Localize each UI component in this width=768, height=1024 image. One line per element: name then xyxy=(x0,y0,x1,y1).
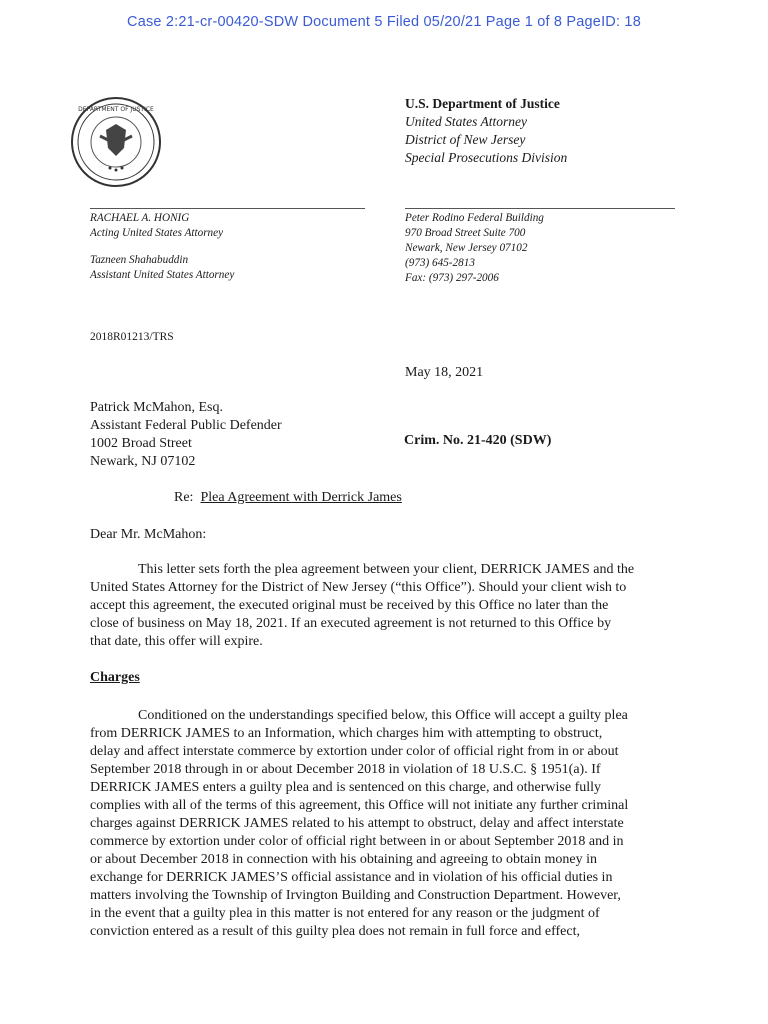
paragraph-line: United States Attorney for the District of New Jersey (“this Office”). Should your client wish to xyxy=(90,580,627,595)
address-line: Peter Rodino Federal Building xyxy=(405,212,544,224)
paragraph-line: delay and affect interstate commerce by extortion under color of official right from in or about xyxy=(90,744,619,759)
department-line: District of New Jersey xyxy=(405,132,526,147)
office-address-block xyxy=(405,211,544,286)
recipient-line: 1002 Broad Street xyxy=(90,436,192,451)
department-line: Special Prosecutions Division xyxy=(405,150,568,165)
paragraph-line: exchange for DERRICK JAMES’S official assistance and in violation of his official duties in xyxy=(90,870,613,885)
svg-text:DEPARTMENT OF JUSTICE: DEPARTMENT OF JUSTICE xyxy=(78,106,154,113)
recipient-address xyxy=(90,399,282,471)
divider xyxy=(90,208,365,209)
salutation: Dear Mr. McMahon: xyxy=(90,527,207,542)
re-line xyxy=(174,490,402,506)
doj-seal-icon xyxy=(70,96,162,188)
official-title: Assistant United States Attorney xyxy=(90,269,235,281)
paragraph-line: complies with all of the terms of this agreement, this Office will not initiate any further criminal xyxy=(90,798,629,813)
charges-heading: Charges xyxy=(90,670,140,685)
case-number: Crim. No. 21-420 (SDW) xyxy=(404,433,552,448)
case-header-stamp: Case 2:21-cr-00420-SDW Document 5 Filed 05/20/21 Page 1 of 8 PageID: 18 xyxy=(127,14,641,30)
paragraph-line: that date, this offer will expire. xyxy=(90,634,263,649)
department-line: United States Attorney xyxy=(405,114,527,129)
department-name: U.S. Department of Justice xyxy=(405,96,560,111)
paragraph-line: matters involving the Township of Irvington Building and Construction Department. However, xyxy=(90,888,621,903)
recipient-line: Patrick McMahon, Esq. xyxy=(90,400,223,415)
official-name: RACHAEL A. HONIG xyxy=(90,212,190,224)
paragraph-line: from DERRICK JAMES to an Information, which charges him with attempting to obstruct, xyxy=(90,726,603,741)
paragraph-line: September 2018 through in or about December 2018 in violation of 18 U.S.C. § 1951(a). If xyxy=(90,762,601,777)
paragraph-line: conviction entered as a result of this guilty plea does not remain in full force and effect, xyxy=(90,924,580,939)
divider xyxy=(405,208,675,209)
reference-number: 2018R01213/TRS xyxy=(90,331,174,343)
official-name: Tazneen Shahabuddin xyxy=(90,254,189,266)
address-line: (973) 645-2813 xyxy=(405,257,475,269)
address-line: 970 Broad Street Suite 700 xyxy=(405,227,526,239)
recipient-line: Assistant Federal Public Defender xyxy=(90,418,282,433)
paragraph-line: close of business on May 18, 2021. If an executed agreement is not returned to this Office by xyxy=(90,616,612,631)
officials-block xyxy=(90,211,234,283)
letter-date: May 18, 2021 xyxy=(405,365,484,380)
paragraph-line: DERRICK JAMES enters a guilty plea and is sentenced on this charge, and otherwise fully xyxy=(90,780,602,795)
re-subject: Plea Agreement with Derrick James xyxy=(200,490,402,505)
address-line: Fax: (973) 297-2006 xyxy=(405,272,499,284)
charges-paragraph xyxy=(90,707,670,941)
official-title: Acting United States Attorney xyxy=(90,227,224,239)
paragraph-line: Conditioned on the understandings specified below, this Office will accept a guilty plea xyxy=(138,708,628,723)
re-prefix: Re: xyxy=(174,490,194,505)
department-heading xyxy=(405,95,567,167)
paragraph-line: in the event that a guilty plea in this matter is not entered for any reason or the judgment of xyxy=(90,906,600,921)
intro-paragraph xyxy=(90,561,670,651)
recipient-line: Newark, NJ 07102 xyxy=(90,454,196,469)
paragraph-line: accept this agreement, the executed original must be received by this Office no later than the xyxy=(90,598,609,613)
paragraph-line: This letter sets forth the plea agreement between your client, DERRICK JAMES and the xyxy=(138,562,635,577)
paragraph-line: or about December 2018 in connection with his obtaining and agreeing to obtain money in xyxy=(90,852,597,867)
address-line: Newark, New Jersey 07102 xyxy=(405,242,528,254)
paragraph-line: charges against DERRICK JAMES related to his attempt to obstruct, delay and affect interstate xyxy=(90,816,624,831)
paragraph-line: commerce by extortion under color of official right between in or about September 2018 and in xyxy=(90,834,624,849)
